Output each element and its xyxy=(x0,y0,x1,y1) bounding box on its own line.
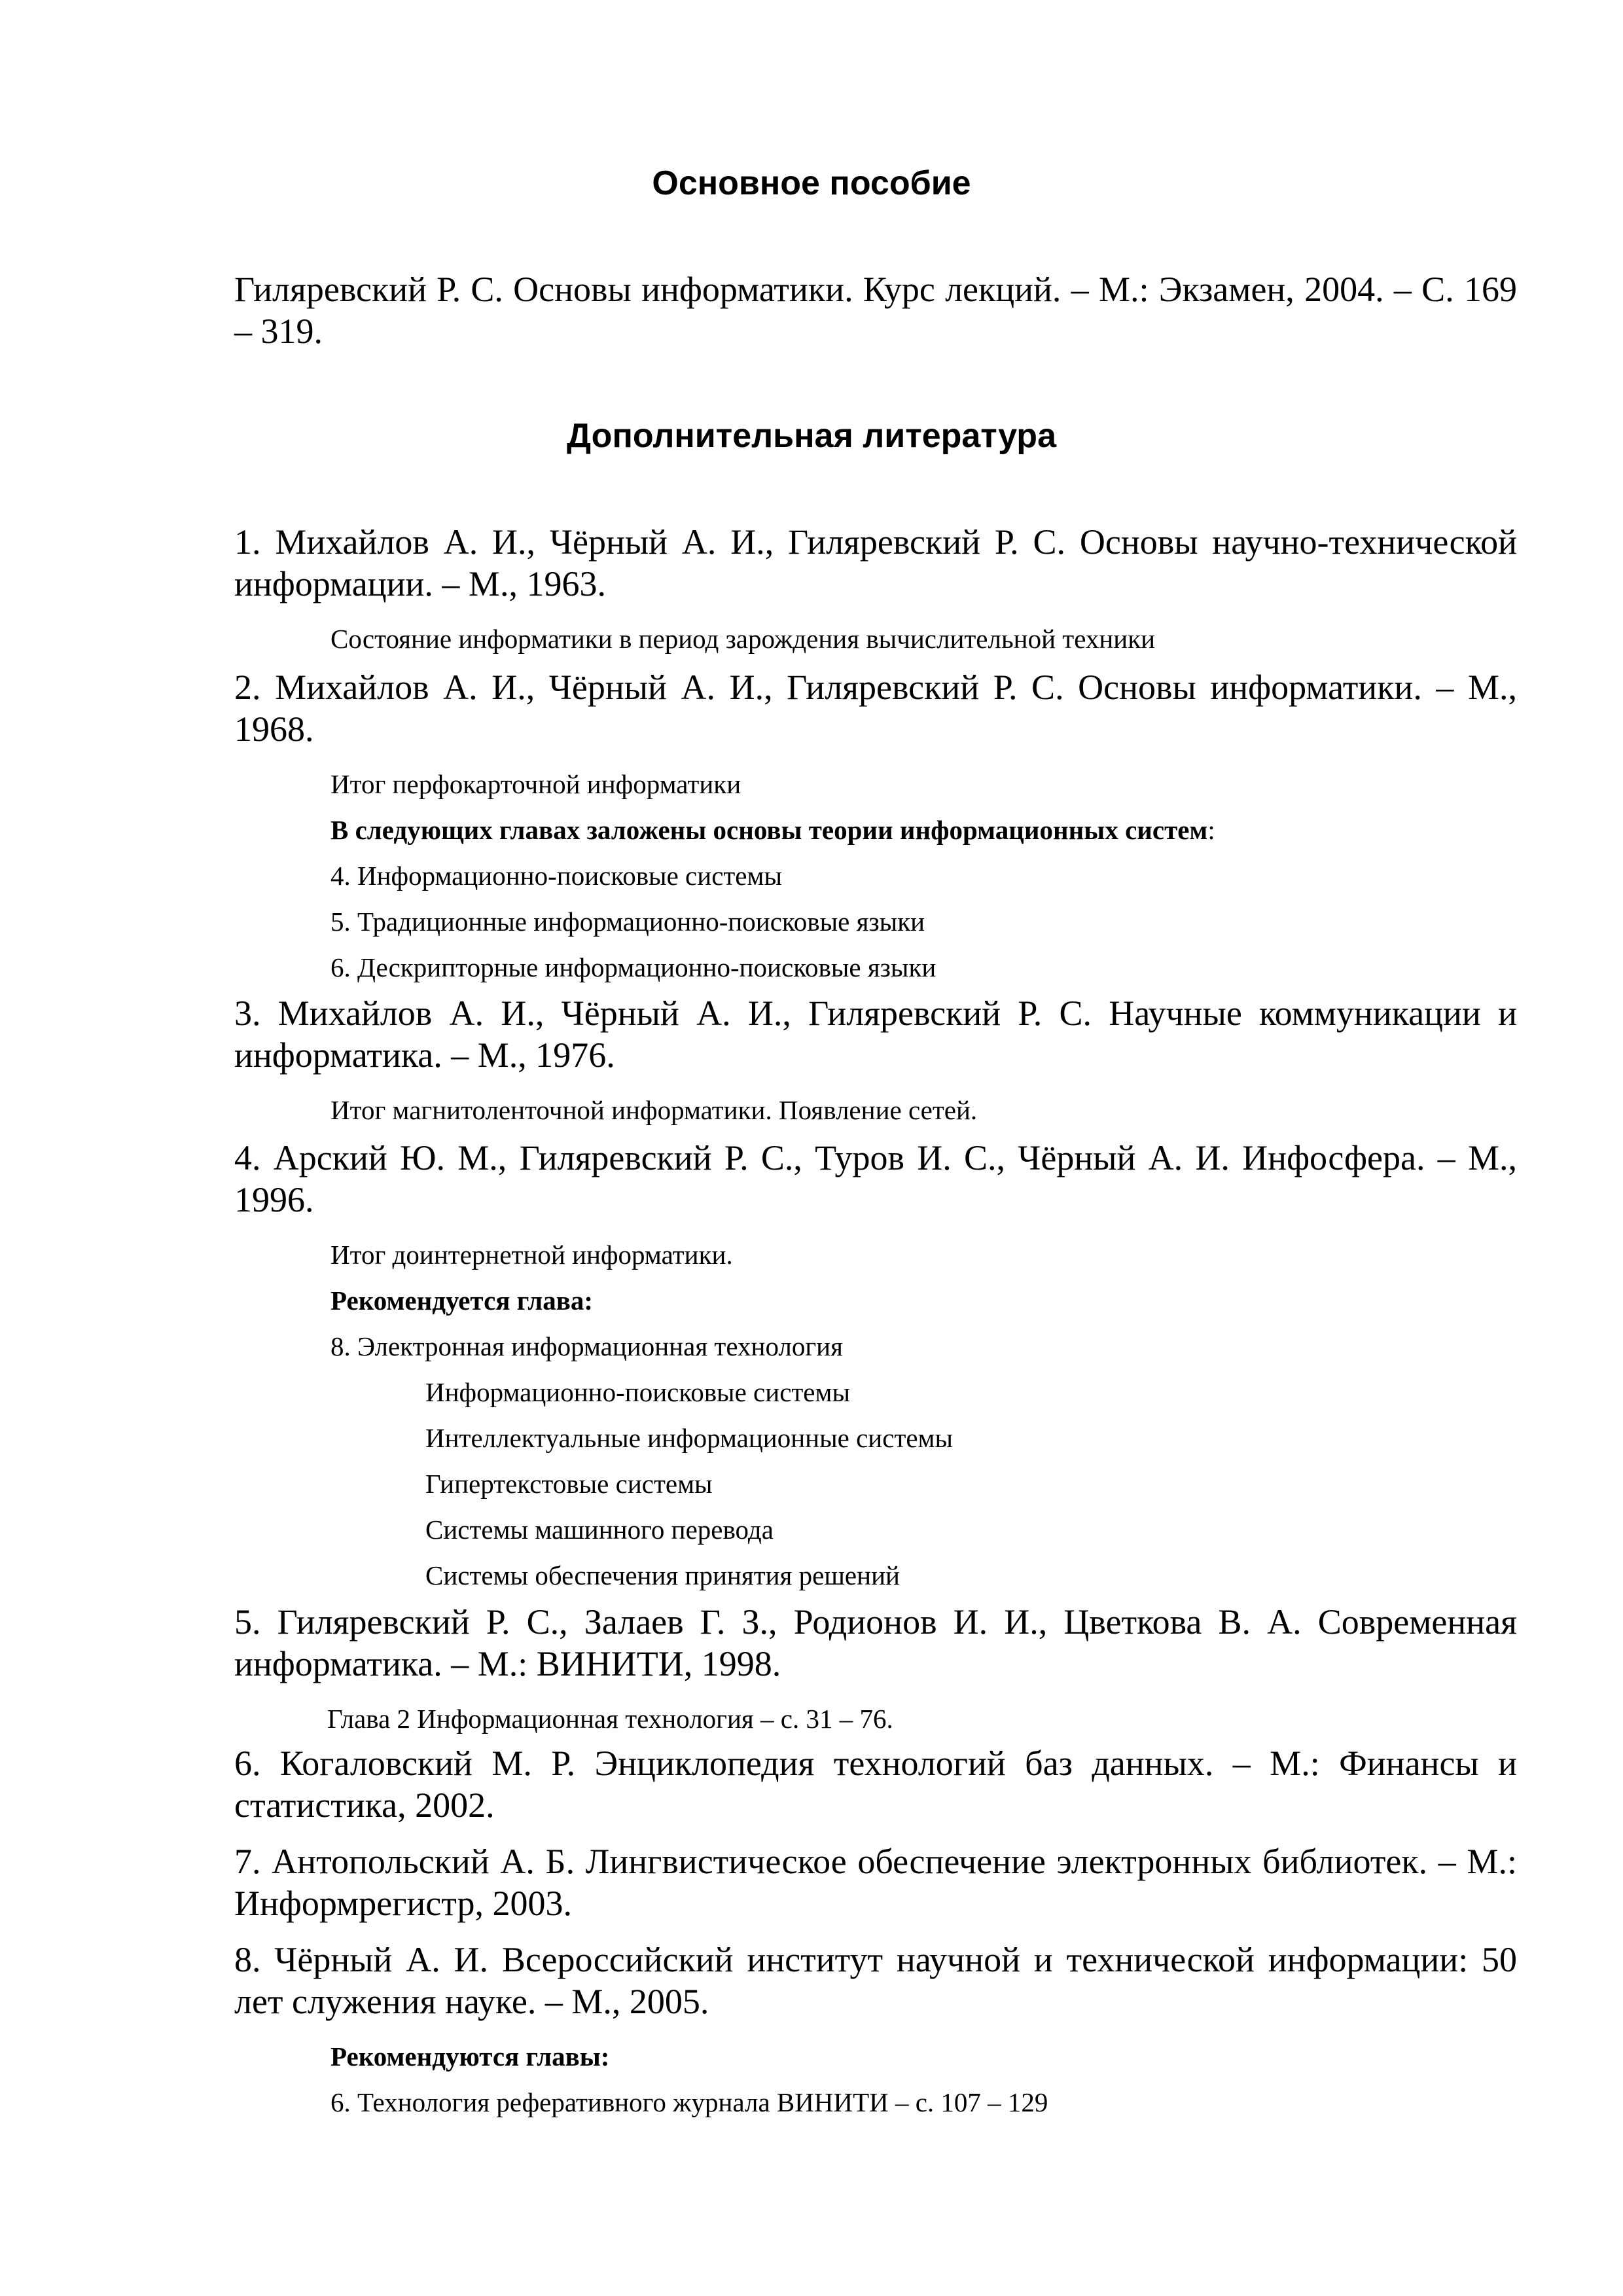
reference-3-note: Итог магнитоленточной информатики. Появление сетей. xyxy=(330,1095,978,1125)
reference-2-chapter: 6. Дескрипторные информационно-поисковые языки xyxy=(330,952,936,982)
recommended-label-text: Рекомендуются главы: xyxy=(330,2041,610,2072)
reference-4-subtopic: Системы обеспечения принятия решений xyxy=(425,1560,900,1590)
reference-2-chapters-intro xyxy=(330,812,1522,848)
reference-4-chapter: 8. Электронная информационная технология xyxy=(330,1331,843,1361)
recommended-label-text: Рекомендуется глава: xyxy=(330,1285,594,1316)
reference-4-subtopic: Гипертекстовые системы xyxy=(425,1469,713,1499)
reference-8: 8. Чёрный А. И. Всероссийский институт научной и технической информации: 50 лет служения науке. – М., 2005. xyxy=(234,1940,1517,2021)
reference-4-subtopic: Системы машинного перевода xyxy=(425,1515,774,1545)
main-manual-heading: Основное пособие xyxy=(652,164,971,202)
reference-1: 1. Михайлов А. И., Чёрный А. И., Гиляревский Р. С. Основы научно-технической информации. – М., 1963. xyxy=(234,522,1517,603)
chapters-intro-colon: : xyxy=(1207,815,1215,845)
additional-literature-heading: Дополнительная литература xyxy=(567,417,1056,455)
reference-5: 5. Гиляревский Р. С., Залаев Г. З., Родионов И. И., Цветкова В. А. Современная информатика. – М.: ВИНИТИ, 1998. xyxy=(234,1602,1517,1683)
reference-8-recommended-label xyxy=(330,2038,1522,2075)
reference-3: 3. Михайлов А. И., Чёрный А. И., Гиляревский Р. С. Научные коммуникации и информатика. – М., 1976. xyxy=(234,994,1517,1075)
reference-2-note: Итог перфокарточной информатики xyxy=(330,769,741,799)
reference-8-chapter: 6. Технология реферативного журнала ВИНИТИ – с. 107 – 129 xyxy=(330,2087,1048,2117)
reference-4-subtopic: Информационно-поисковые системы xyxy=(425,1377,850,1407)
reference-2-chapter: 5. Традиционные информационно-поисковые языки xyxy=(330,906,925,937)
reference-4-note: Итог доинтернетной информатики. xyxy=(330,1240,733,1270)
reference-5-note: Глава 2 Информационная технология – с. 31 – 76. xyxy=(327,1704,893,1734)
reference-4-subtopic: Интеллектуальные информационные системы xyxy=(425,1423,954,1453)
reference-7: 7. Антопольский А. Б. Лингвистическое обеспечение электронных библиотек. – М.: Информрегистр, 2003. xyxy=(234,1842,1517,1923)
reference-6: 6. Когаловский М. Р. Энциклопедия технологий баз данных. – М.: Финансы и статистика, 2002. xyxy=(234,1744,1517,1825)
chapters-intro-text: В следующих главах заложены основы теории информационных систем xyxy=(330,815,1208,845)
reference-4: 4. Арский Ю. М., Гиляревский Р. С., Туров И. С., Чёрный А. И. Инфосфера. – М., 1996. xyxy=(234,1138,1517,1219)
reference-4-recommended-label xyxy=(330,1282,1522,1319)
reference-2-chapter: 4. Информационно-поисковые системы xyxy=(330,861,782,891)
main-manual-reference: Гиляревский Р. С. Основы информатики. Курс лекций. – М.: Экзамен, 2004. – С. 169 – 319. xyxy=(234,270,1517,351)
reference-2: 2. Михайлов А. И., Чёрный А. И., Гиляревский Р. С. Основы информатики. – М., 1968. xyxy=(234,668,1517,749)
reference-1-note: Состояние информатики в период зарождения вычислительной техники xyxy=(330,624,1156,654)
